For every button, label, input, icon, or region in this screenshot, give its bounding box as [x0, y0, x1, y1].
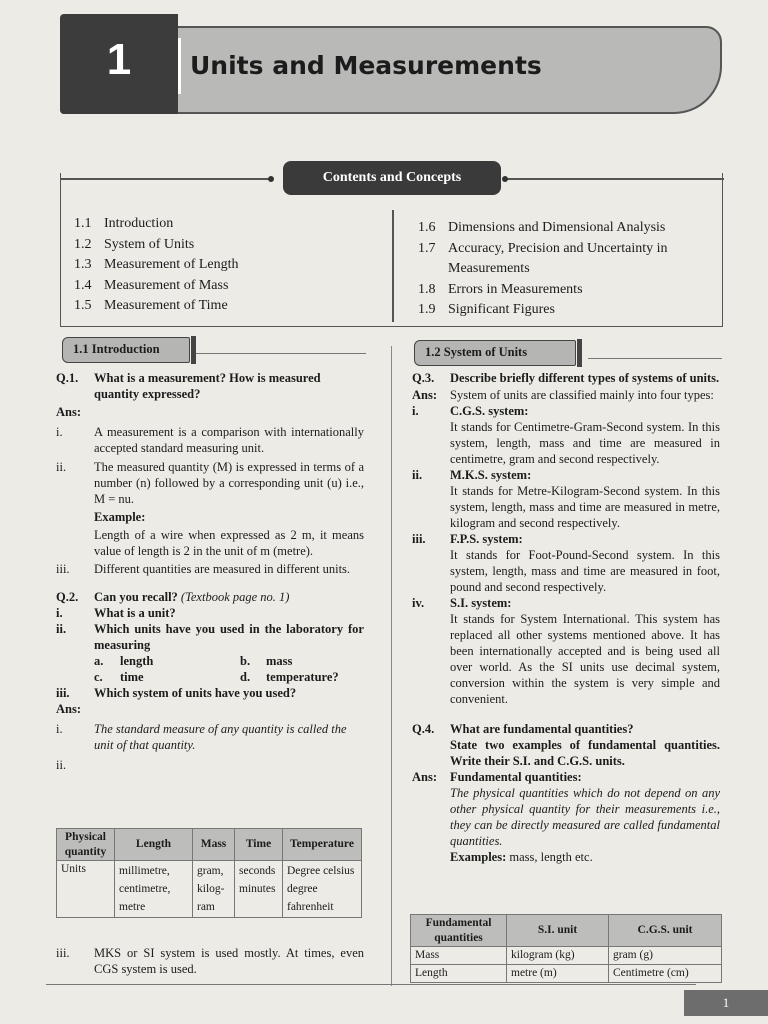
- contents-item[interactable]: Measurements: [448, 261, 530, 276]
- list-item: i. The standard measure of any quantity is called the unit of that quantity.: [56, 722, 347, 752]
- question-2: Q.2. Can you recall? (Textbook page no. 1): [56, 590, 290, 604]
- table-row: Mass kilogram (kg) gram (g): [411, 947, 722, 965]
- fundamental-definition: The physical quantities which do not depend on any other physical quantity for their measurements i.e., they can be directly measured are called fundamental quantities.: [450, 786, 720, 848]
- contents-heading: Contents and Concepts: [283, 161, 501, 195]
- section-heading-introduction: 1.1 Introduction: [62, 337, 190, 363]
- contents-item[interactable]: 1.3 Measurement of Length: [74, 257, 239, 272]
- page-number: 1: [684, 990, 768, 1016]
- contents-top-rule-right: [504, 178, 724, 180]
- section-rule: [588, 358, 722, 359]
- system-item: ii. M.K.S. system: It stands for Metre-Kilogram-Second system. In this system, length, mass and time are measured in metre, kilogram and second respectively.: [412, 468, 720, 530]
- table-header-row: Physical quantity Length Mass Time Temperature: [57, 829, 362, 861]
- contents-right-list: [418, 218, 668, 321]
- list-item: i. A measurement is a comparison with internationally accepted standard measuring unit.: [56, 425, 364, 455]
- list-item: ii.: [56, 758, 67, 772]
- left-column: [56, 370, 364, 773]
- table-header-row: Fundamental quantities S.I. unit C.G.S. unit: [411, 915, 722, 947]
- fundamental-units-table: [410, 914, 722, 983]
- contents-item[interactable]: 1.8 Errors in Measurements: [418, 281, 583, 297]
- question-4-text: State two examples of fundamental quantities. Write their S.I. and C.G.S. units.: [450, 738, 720, 768]
- section-heading-system-of-units: 1.2 System of Units: [414, 340, 576, 366]
- rule-dot-left: [268, 176, 274, 182]
- list-item: iii. Different quantities are measured in different units.: [56, 562, 351, 576]
- system-item: i. C.G.S. system: It stands for Centimetre-Gram-Second system. In this system, length, mass and time are measured in centimetre, gram and second respectively.: [412, 404, 720, 466]
- list-item: ii. The measured quantity (M) is expressed in terms of a number (n) followed by a corresponding unit (u) i.e., M = nu.: [56, 460, 364, 506]
- contents-item[interactable]: 1.9 Significant Figures: [418, 302, 555, 317]
- chapter-title: Units and Measurements: [190, 51, 542, 80]
- column-divider: [391, 346, 392, 986]
- system-item: iv. S.I. system: It stands for System International. This system has replaced all other systems mentioned above. It has been internationally accepted and is being used all over world. As the SI units use decimal system, conversion within the system is very simple and convenient.: [412, 596, 720, 706]
- question-2-iii: iii. Which system of units have you used?: [56, 686, 297, 700]
- contents-left-list: [74, 214, 239, 317]
- contents-item[interactable]: 1.7 Accuracy, Precision and Uncertainty in: [418, 240, 668, 256]
- table-row: Units millimetre, centimetre, metre gram, kilog-ram seconds minutes Degree celsius degree fahrenheit: [57, 861, 362, 918]
- system-item: iii. F.P.S. system: It stands for Foot-Pound-Second system. In this system, length, mass and time are measured in foot, pound and second respectively.: [412, 532, 720, 594]
- contents-item[interactable]: 1.6 Dimensions and Dimensional Analysis: [418, 220, 666, 235]
- units-table: [56, 828, 362, 918]
- section-rule: [196, 353, 366, 354]
- question-2-i: i. What is a unit?: [56, 606, 176, 620]
- answer-label: Ans:: [56, 702, 82, 716]
- contents-item[interactable]: 1.2 System of Units: [74, 236, 195, 252]
- right-column: [412, 370, 720, 865]
- question-3: Q.3. Describe briefly different types of systems of units.: [412, 371, 720, 385]
- examples: Examples: mass, length etc.: [450, 850, 593, 864]
- question-1: Q.1. What is a measurement? How is measured quantity expressed?: [56, 371, 321, 401]
- chapter-number: 1: [106, 35, 132, 84]
- contents-top-rule-left: [60, 178, 272, 180]
- answer-3: Ans: System of units are classified mainly into four types:: [412, 388, 714, 402]
- contents-item[interactable]: 1.5 Measurement of Time: [74, 298, 228, 313]
- answer-label: Ans:: [56, 405, 82, 419]
- question-2-options: a. length b. mass c. time d. temperature?: [94, 654, 339, 684]
- table-row: Length metre (m) Centimetre (cm): [411, 965, 722, 983]
- answer-4: Ans: Fundamental quantities:: [412, 770, 582, 784]
- answer-2-iii: iii. MKS or SI system is used mostly. At times, even CGS system is used.: [56, 946, 364, 976]
- example-text: Length of a wire when expressed as 2 m, it means value of length is 2 in the unit of m (metre).: [94, 528, 364, 558]
- chapter-divider: [178, 38, 181, 94]
- question-4: Q.4. What are fundamental quantities?: [412, 722, 634, 736]
- footer-rule: [46, 984, 696, 985]
- rule-dot-right: [502, 176, 508, 182]
- contents-divider: [392, 210, 394, 322]
- question-2-ii: ii. Which units have you used in the laboratory for measuring: [56, 622, 364, 652]
- example-label: Example:: [94, 510, 146, 524]
- contents-item[interactable]: 1.4 Measurement of Mass: [74, 277, 229, 293]
- contents-item[interactable]: 1.1 Introduction: [74, 216, 174, 231]
